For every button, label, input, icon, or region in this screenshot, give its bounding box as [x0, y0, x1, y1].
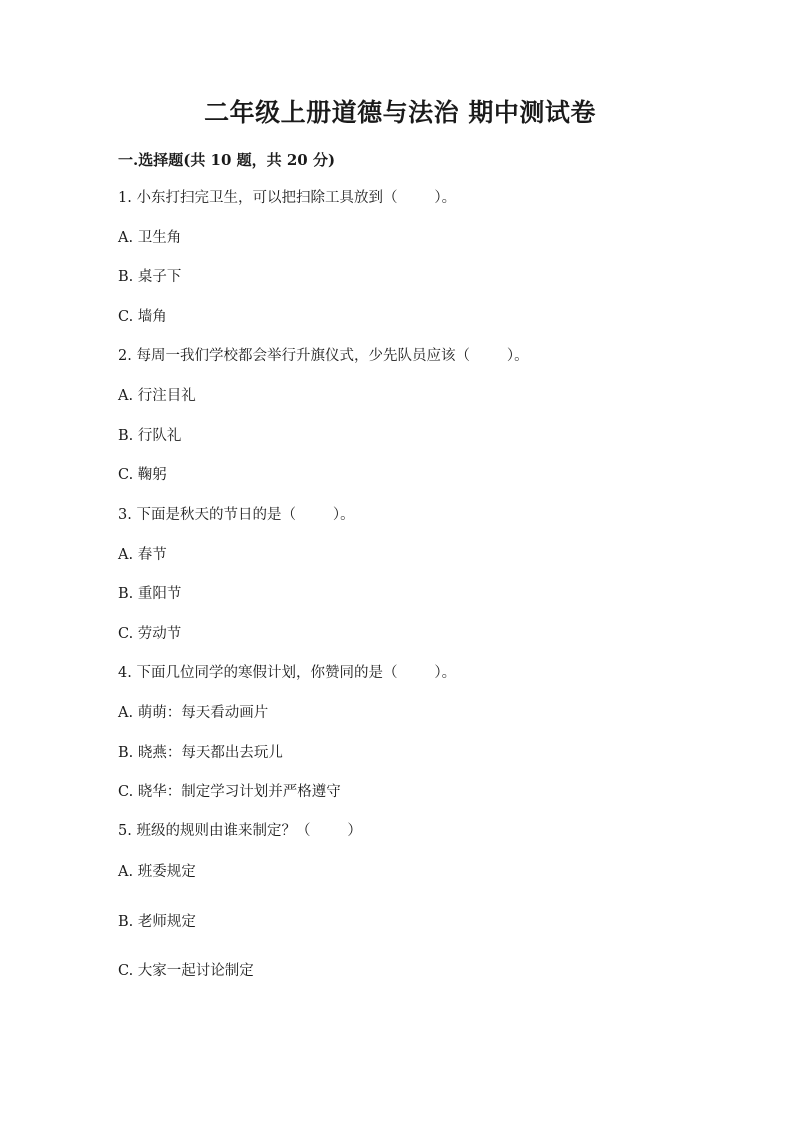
question-5-option-b: B. 老师规定	[118, 914, 196, 930]
question-5-stem: 5. 班级的规则由谁来制定？（ ）	[118, 823, 362, 839]
question-4-option-a: A. 萌萌：每天看动画片	[118, 705, 269, 721]
question-2-option-c: C. 鞠躬	[118, 467, 167, 483]
question-1-option-c: C. 墙角	[118, 309, 167, 325]
question-4-option-b: B. 晓燕：每天都出去玩儿	[118, 745, 283, 761]
question-4-option-c: C. 晓华：制定学习计划并严格遵守	[118, 784, 341, 800]
question-3-option-c: C. 劳动节	[118, 626, 182, 642]
question-1-option-a: A. 卫生角	[118, 230, 182, 246]
question-1-option-b: B. 桌子下	[118, 269, 182, 285]
question-3-option-b: B. 重阳节	[118, 586, 182, 602]
question-2-option-b: B. 行队礼	[118, 428, 182, 444]
question-3-option-a: A. 春节	[118, 547, 167, 563]
section-heading: 一.选择题(共 10 题，共 20 分)	[118, 151, 336, 169]
question-2-option-a: A. 行注目礼	[118, 388, 196, 404]
question-5-option-c: C. 大家一起讨论制定	[118, 963, 254, 979]
question-1-stem: 1. 小东打扫完卫生，可以把扫除工具放到（ ）。	[118, 190, 457, 206]
question-2-stem: 2. 每周一我们学校都会举行升旗仪式，少先队员应该（ ）。	[118, 348, 529, 364]
question-5-option-a: A. 班委规定	[118, 864, 196, 880]
question-3-stem: 3. 下面是秋天的节日的是（ ）。	[118, 507, 355, 523]
page-title: 二年级上册道德与法治 期中测试卷	[204, 98, 596, 127]
question-4-stem: 4. 下面几位同学的寒假计划，你赞同的是（ ）。	[118, 665, 457, 681]
